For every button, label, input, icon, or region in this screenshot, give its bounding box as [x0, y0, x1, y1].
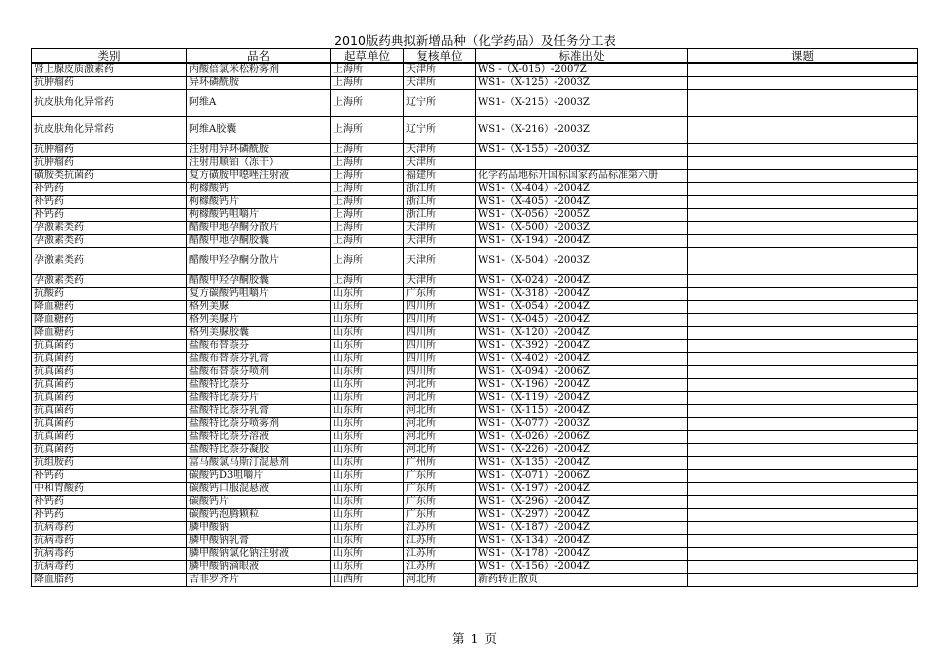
- standard-source-cell: WS1-（X-024）-2004Z: [476, 275, 688, 288]
- product-name-cell: 注射用顺铂（冻干）: [187, 157, 331, 170]
- review-unit-cell: 天津所: [404, 222, 476, 235]
- drafting-unit-cell: 山西所: [331, 574, 404, 587]
- product-name-cell: 盐酸布替萘芬喷剂: [187, 366, 331, 379]
- table-row: [32, 327, 918, 340]
- product-name-cell: 枸橼酸钙咀嚼片: [187, 209, 331, 222]
- standard-source-cell: WS1-（X-197）-2004Z: [476, 483, 688, 496]
- review-unit-cell: 江苏所: [404, 535, 476, 548]
- project-cell: [688, 444, 918, 457]
- review-unit-cell: 广东所: [404, 483, 476, 496]
- standard-source-cell: WS1-（X-156）-2004Z: [476, 561, 688, 574]
- review-unit-cell: 江苏所: [404, 548, 476, 561]
- project-cell: [688, 117, 918, 144]
- project-cell: [688, 509, 918, 522]
- drafting-unit-cell: 山东所: [331, 405, 404, 418]
- category-cell: 降血糖药: [32, 327, 187, 340]
- review-unit-cell: 福建所: [404, 170, 476, 183]
- product-name-cell: 膦甲酸钠乳膏: [187, 535, 331, 548]
- project-cell: [688, 275, 918, 288]
- standard-source-cell: WS1-（X-115）-2004Z: [476, 405, 688, 418]
- header-row: [32, 49, 918, 64]
- project-cell: [688, 405, 918, 418]
- table-row: [32, 209, 918, 222]
- drafting-unit-cell: 山东所: [331, 509, 404, 522]
- product-name-cell: 盐酸特比萘芬: [187, 379, 331, 392]
- project-cell: [688, 222, 918, 235]
- category-cell: 孕激素类药: [32, 248, 187, 275]
- project-cell: [688, 183, 918, 196]
- project-cell: [688, 340, 918, 353]
- review-unit-cell: 广东所: [404, 470, 476, 483]
- product-name-cell: 碳酸钙片: [187, 496, 331, 509]
- project-cell: [688, 144, 918, 157]
- review-unit-cell: 四川所: [404, 340, 476, 353]
- table-row: [32, 301, 918, 314]
- drafting-unit-cell: 山东所: [331, 431, 404, 444]
- product-name-cell: 复方碳酸钙咀嚼片: [187, 288, 331, 301]
- table-row: [32, 574, 918, 587]
- review-unit-cell: 四川所: [404, 353, 476, 366]
- review-unit-cell: 河北所: [404, 444, 476, 457]
- project-cell: [688, 301, 918, 314]
- category-cell: 抗病毒药: [32, 535, 187, 548]
- category-cell: 抗皮肤角化异常药: [32, 117, 187, 144]
- table-row: [32, 77, 918, 90]
- drafting-unit-cell: 山东所: [331, 379, 404, 392]
- standard-source-cell: WS1-（X-178）-2004Z: [476, 548, 688, 561]
- category-cell: 抗真菌药: [32, 379, 187, 392]
- product-name-cell: 复方磺胺甲噁唑注射液: [187, 170, 331, 183]
- table-row: [32, 522, 918, 535]
- review-unit-cell: 广州所: [404, 457, 476, 470]
- project-cell: [688, 157, 918, 170]
- review-unit-cell: 河北所: [404, 574, 476, 587]
- drafting-unit-cell: 山东所: [331, 457, 404, 470]
- standard-source-cell: WS1-（X-056）-2005Z: [476, 209, 688, 222]
- category-cell: 中和胃酸药: [32, 483, 187, 496]
- review-unit-cell: 河北所: [404, 418, 476, 431]
- header-product-name: 品名: [187, 49, 331, 64]
- table-row: [32, 275, 918, 288]
- drafting-unit-cell: 上海所: [331, 157, 404, 170]
- review-unit-cell: 四川所: [404, 314, 476, 327]
- standard-source-cell: WS -（X-015）-2007Z: [476, 63, 688, 77]
- project-cell: [688, 483, 918, 496]
- drafting-unit-cell: 山东所: [331, 483, 404, 496]
- table-row: [32, 196, 918, 209]
- table-row: [32, 353, 918, 366]
- standard-source-cell: WS1-（X-196）-2004Z: [476, 379, 688, 392]
- product-name-cell: 盐酸特比萘芬乳膏: [187, 405, 331, 418]
- project-cell: [688, 90, 918, 117]
- product-name-cell: 格列美脲: [187, 301, 331, 314]
- review-unit-cell: 天津所: [404, 235, 476, 248]
- drafting-unit-cell: 山东所: [331, 340, 404, 353]
- product-name-cell: 醋酸甲地孕酮分散片: [187, 222, 331, 235]
- header-review-unit: 复核单位: [404, 49, 476, 64]
- standard-source-cell: WS1-（X-216）-2003Z: [476, 117, 688, 144]
- drafting-unit-cell: 上海所: [331, 170, 404, 183]
- table-row: [32, 392, 918, 405]
- standard-source-cell: WS1-（X-296）-2004Z: [476, 496, 688, 509]
- project-cell: [688, 431, 918, 444]
- project-cell: [688, 366, 918, 379]
- table-row: [32, 379, 918, 392]
- category-cell: 抗真菌药: [32, 392, 187, 405]
- table-row: [32, 235, 918, 248]
- drafting-unit-cell: 山东所: [331, 353, 404, 366]
- category-cell: 孕激素类药: [32, 275, 187, 288]
- drafting-unit-cell: 上海所: [331, 275, 404, 288]
- standard-source-cell: WS1-（X-155）-2003Z: [476, 144, 688, 157]
- review-unit-cell: 河北所: [404, 405, 476, 418]
- drafting-unit-cell: 上海所: [331, 196, 404, 209]
- project-cell: [688, 392, 918, 405]
- category-cell: 抗真菌药: [32, 418, 187, 431]
- assignment-table: [31, 48, 918, 587]
- drafting-unit-cell: 山东所: [331, 535, 404, 548]
- product-name-cell: 格列美脲片: [187, 314, 331, 327]
- category-cell: 抗真菌药: [32, 340, 187, 353]
- standard-source-cell: WS1-（X-500）-2003Z: [476, 222, 688, 235]
- product-name-cell: 醋酸甲羟孕酮分散片: [187, 248, 331, 275]
- product-name-cell: 醋酸甲地孕酮胶囊: [187, 235, 331, 248]
- category-cell: 抗肿瘤药: [32, 157, 187, 170]
- table-row: [32, 63, 918, 77]
- review-unit-cell: 广东所: [404, 288, 476, 301]
- project-cell: [688, 535, 918, 548]
- drafting-unit-cell: 山东所: [331, 561, 404, 574]
- table-row: [32, 183, 918, 196]
- project-cell: [688, 63, 918, 77]
- category-cell: 抗真菌药: [32, 431, 187, 444]
- standard-source-cell: WS1-（X-094）-2006Z: [476, 366, 688, 379]
- category-cell: 抗酸药: [32, 288, 187, 301]
- category-cell: 抗病毒药: [32, 522, 187, 535]
- review-unit-cell: 浙江所: [404, 196, 476, 209]
- table-row: [32, 431, 918, 444]
- page-number: 第 1 页: [452, 631, 498, 646]
- drafting-unit-cell: 上海所: [331, 90, 404, 117]
- category-cell: 抗病毒药: [32, 561, 187, 574]
- table-row: [32, 548, 918, 561]
- table-row: [32, 366, 918, 379]
- table-row: [32, 117, 918, 144]
- standard-source-cell: WS1-（X-054）-2004Z: [476, 301, 688, 314]
- drafting-unit-cell: 山东所: [331, 470, 404, 483]
- category-cell: 降血脂药: [32, 574, 187, 587]
- category-cell: 补钙药: [32, 509, 187, 522]
- header-project: 课题: [688, 49, 918, 64]
- table-row: [32, 470, 918, 483]
- project-cell: [688, 196, 918, 209]
- standard-source-cell: WS1-（X-194）-2004Z: [476, 235, 688, 248]
- standard-source-cell: WS1-（X-125）-2003Z: [476, 77, 688, 90]
- drafting-unit-cell: 山东所: [331, 301, 404, 314]
- product-name-cell: 注射用异环磷酰胺: [187, 144, 331, 157]
- project-cell: [688, 561, 918, 574]
- table-row: [32, 90, 918, 117]
- table-row: [32, 444, 918, 457]
- drafting-unit-cell: 上海所: [331, 144, 404, 157]
- header-category: 类别: [32, 49, 187, 64]
- table-row: [32, 509, 918, 522]
- drafting-unit-cell: 山东所: [331, 522, 404, 535]
- standard-source-cell: WS1-（X-504）-2003Z: [476, 248, 688, 275]
- table-row: [32, 222, 918, 235]
- review-unit-cell: 广东所: [404, 509, 476, 522]
- product-name-cell: 盐酸布替萘芬: [187, 340, 331, 353]
- drafting-unit-cell: 上海所: [331, 77, 404, 90]
- table-row: [32, 496, 918, 509]
- drafting-unit-cell: 上海所: [331, 248, 404, 275]
- standard-source-cell: WS1-（X-026）-2006Z: [476, 431, 688, 444]
- category-cell: 肾上腺皮质激素药: [32, 63, 187, 77]
- drafting-unit-cell: 山东所: [331, 392, 404, 405]
- header-standard-source: 标准出处: [476, 49, 688, 64]
- standard-source-cell: WS1-（X-404）-2004Z: [476, 183, 688, 196]
- product-name-cell: 膦甲酸钠滴眼液: [187, 561, 331, 574]
- standard-source-cell: [476, 157, 688, 170]
- table-row: [32, 340, 918, 353]
- product-name-cell: 膦甲酸钠氯化钠注射液: [187, 548, 331, 561]
- category-cell: 孕激素类药: [32, 235, 187, 248]
- project-cell: [688, 457, 918, 470]
- review-unit-cell: 天津所: [404, 77, 476, 90]
- header-drafting-unit: 起草单位: [331, 49, 404, 64]
- review-unit-cell: 浙江所: [404, 183, 476, 196]
- review-unit-cell: 河北所: [404, 379, 476, 392]
- review-unit-cell: 辽宁所: [404, 117, 476, 144]
- standard-source-cell: WS1-（X-297）-2004Z: [476, 509, 688, 522]
- project-cell: [688, 379, 918, 392]
- drafting-unit-cell: 山东所: [331, 327, 404, 340]
- product-name-cell: 盐酸布替萘芬乳膏: [187, 353, 331, 366]
- product-name-cell: 富马酸氯马斯汀混悬剂: [187, 457, 331, 470]
- category-cell: 补钙药: [32, 496, 187, 509]
- product-name-cell: 阿维A: [187, 90, 331, 117]
- drafting-unit-cell: 上海所: [331, 235, 404, 248]
- product-name-cell: 吉非罗齐片: [187, 574, 331, 587]
- standard-source-cell: WS1-（X-071）-2006Z: [476, 470, 688, 483]
- review-unit-cell: 广东所: [404, 496, 476, 509]
- category-cell: 抗组胺药: [32, 457, 187, 470]
- drafting-unit-cell: 山东所: [331, 548, 404, 561]
- review-unit-cell: 四川所: [404, 366, 476, 379]
- product-name-cell: 盐酸特比萘芬凝胶: [187, 444, 331, 457]
- standard-source-cell: WS1-（X-402）-2004Z: [476, 353, 688, 366]
- category-cell: 抗肿瘤药: [32, 144, 187, 157]
- standard-source-cell: 化学药品地标升国标国家药品标准第六册: [476, 170, 688, 183]
- table-body: [32, 63, 918, 587]
- project-cell: [688, 248, 918, 275]
- drafting-unit-cell: 山东所: [331, 366, 404, 379]
- review-unit-cell: 河北所: [404, 392, 476, 405]
- category-cell: 抗真菌药: [32, 353, 187, 366]
- product-name-cell: 阿维A胶囊: [187, 117, 331, 144]
- category-cell: 抗皮肤角化异常药: [32, 90, 187, 117]
- review-unit-cell: 辽宁所: [404, 90, 476, 117]
- table-row: [32, 561, 918, 574]
- table-row: [32, 144, 918, 157]
- standard-source-cell: WS1-（X-215）-2003Z: [476, 90, 688, 117]
- project-cell: [688, 496, 918, 509]
- table-row: [32, 405, 918, 418]
- table-row: [32, 483, 918, 496]
- project-cell: [688, 77, 918, 90]
- review-unit-cell: 天津所: [404, 248, 476, 275]
- category-cell: 抗真菌药: [32, 405, 187, 418]
- category-cell: 补钙药: [32, 209, 187, 222]
- product-name-cell: 碳酸钙泡腾颗粒: [187, 509, 331, 522]
- category-cell: 补钙药: [32, 470, 187, 483]
- product-name-cell: 异环磷酰胺: [187, 77, 331, 90]
- review-unit-cell: 江苏所: [404, 522, 476, 535]
- category-cell: 抗真菌药: [32, 366, 187, 379]
- review-unit-cell: 天津所: [404, 144, 476, 157]
- project-cell: [688, 522, 918, 535]
- product-name-cell: 碳酸钙口服混悬液: [187, 483, 331, 496]
- drafting-unit-cell: 山东所: [331, 444, 404, 457]
- review-unit-cell: 江苏所: [404, 561, 476, 574]
- table-row: [32, 457, 918, 470]
- product-name-cell: 膦甲酸钠: [187, 522, 331, 535]
- review-unit-cell: 四川所: [404, 301, 476, 314]
- category-cell: 抗肿瘤药: [32, 77, 187, 90]
- category-cell: 抗真菌药: [32, 444, 187, 457]
- category-cell: 降血糖药: [32, 314, 187, 327]
- standard-source-cell: 新药转正散页: [476, 574, 688, 587]
- product-name-cell: 盐酸特比萘芬溶液: [187, 431, 331, 444]
- standard-source-cell: WS1-（X-119）-2004Z: [476, 392, 688, 405]
- project-cell: [688, 574, 918, 587]
- product-name-cell: 盐酸特比萘芬片: [187, 392, 331, 405]
- drafting-unit-cell: 上海所: [331, 63, 404, 77]
- project-cell: [688, 235, 918, 248]
- category-cell: 孕激素类药: [32, 222, 187, 235]
- drafting-unit-cell: 山东所: [331, 314, 404, 327]
- table-row: [32, 314, 918, 327]
- drafting-unit-cell: 山东所: [331, 418, 404, 431]
- project-cell: [688, 209, 918, 222]
- drafting-unit-cell: 上海所: [331, 117, 404, 144]
- review-unit-cell: 天津所: [404, 157, 476, 170]
- table-row: [32, 248, 918, 275]
- table-row: [32, 170, 918, 183]
- drafting-unit-cell: 上海所: [331, 222, 404, 235]
- drafting-unit-cell: 山东所: [331, 496, 404, 509]
- standard-source-cell: WS1-（X-226）-2004Z: [476, 444, 688, 457]
- standard-source-cell: WS1-（X-318）-2004Z: [476, 288, 688, 301]
- project-cell: [688, 353, 918, 366]
- review-unit-cell: 四川所: [404, 327, 476, 340]
- category-cell: 补钙药: [32, 183, 187, 196]
- table-row: [32, 288, 918, 301]
- standard-source-cell: WS1-（X-045）-2004Z: [476, 314, 688, 327]
- table-row: [32, 157, 918, 170]
- review-unit-cell: 河北所: [404, 431, 476, 444]
- document-title: 2010版药典拟新增品种（化学药品）及任务分工表: [334, 33, 616, 48]
- product-name-cell: 枸橼酸钙片: [187, 196, 331, 209]
- table-row: [32, 418, 918, 431]
- table-row: [32, 535, 918, 548]
- category-cell: 降血糖药: [32, 301, 187, 314]
- product-name-cell: 醋酸甲羟孕酮胶囊: [187, 275, 331, 288]
- standard-source-cell: WS1-（X-392）-2004Z: [476, 340, 688, 353]
- drafting-unit-cell: 上海所: [331, 183, 404, 196]
- project-cell: [688, 418, 918, 431]
- category-cell: 抗病毒药: [32, 548, 187, 561]
- product-name-cell: 碳酸钙D3咀嚼片: [187, 470, 331, 483]
- product-name-cell: 盐酸特比萘芬喷雾剂: [187, 418, 331, 431]
- review-unit-cell: 天津所: [404, 275, 476, 288]
- standard-source-cell: WS1-（X-134）-2004Z: [476, 535, 688, 548]
- drafting-unit-cell: 山东所: [331, 288, 404, 301]
- standard-source-cell: WS1-（X-405）-2004Z: [476, 196, 688, 209]
- review-unit-cell: 浙江所: [404, 209, 476, 222]
- product-name-cell: 丙酸倍氯米松粉雾剂: [187, 63, 331, 77]
- drafting-unit-cell: 上海所: [331, 209, 404, 222]
- project-cell: [688, 470, 918, 483]
- standard-source-cell: WS1-（X-077）-2003Z: [476, 418, 688, 431]
- category-cell: 磺胺类抗菌药: [32, 170, 187, 183]
- standard-source-cell: WS1-（X-120）-2004Z: [476, 327, 688, 340]
- project-cell: [688, 314, 918, 327]
- project-cell: [688, 327, 918, 340]
- project-cell: [688, 288, 918, 301]
- category-cell: 补钙药: [32, 196, 187, 209]
- standard-source-cell: WS1-（X-187）-2004Z: [476, 522, 688, 535]
- project-cell: [688, 548, 918, 561]
- product-name-cell: 格列美脲胶囊: [187, 327, 331, 340]
- standard-source-cell: WS1-（X-135）-2004Z: [476, 457, 688, 470]
- review-unit-cell: 天津所: [404, 63, 476, 77]
- project-cell: [688, 170, 918, 183]
- product-name-cell: 枸橼酸钙: [187, 183, 331, 196]
